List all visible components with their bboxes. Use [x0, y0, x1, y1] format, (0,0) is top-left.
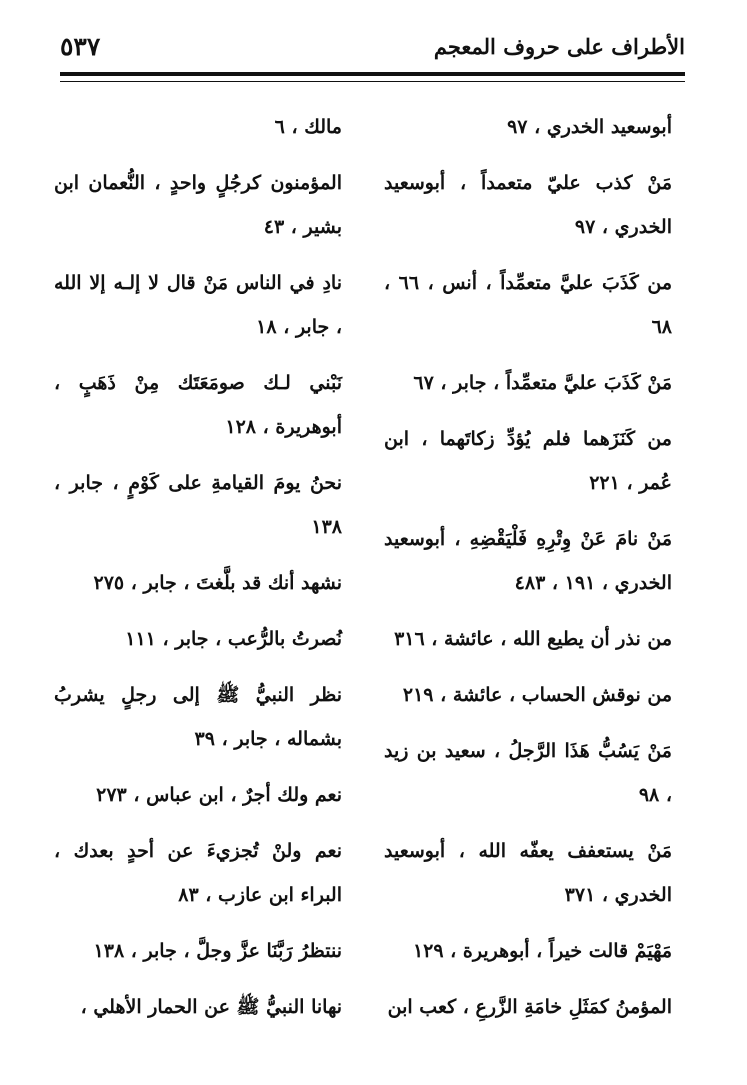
- index-entry: مَنْ كذب عليّ متعمداً ، أبوسعيد الخدري ، ٩٧: [384, 172, 672, 238]
- left-column: [54, 105, 342, 1041]
- running-title: الأطراف على حروف المعجم: [433, 34, 685, 59]
- index-entry: مَنْ يستعفف يعفّه الله ، أبوسعيد الخدري ، ٣٧١: [384, 840, 672, 906]
- index-entry: من كَنَزَهما فلم يُؤدِّ زكاتَهما ، ابن عُمر ، ٢٢١: [384, 428, 672, 494]
- index-entry: نَبْني لـك صومَعَتَك مِنْ ذَهَبٍ ، أبوهريرة ، ١٢٨: [54, 372, 342, 438]
- index-entry: نحنُ يومَ القيامةِ على كَوْمٍ ، جابر ، ١٣٨: [54, 472, 342, 538]
- index-entry: من نوقش الحساب ، عائشة ، ٢١٩: [402, 684, 672, 706]
- index-entry: نشهد أنك قد بلَّغتَ ، جابر ، ٢٧٥: [93, 572, 342, 594]
- right-column: [384, 105, 672, 1041]
- index-entry: نعم ولك أجرٌ ، ابن عباس ، ٢٧٣: [96, 784, 342, 806]
- index-entry: أبوسعيد الخدري ، ٩٧: [507, 116, 672, 138]
- index-entry: مَهْيَمْ قالت خيراً ، أبوهريرة ، ١٢٩: [412, 940, 672, 962]
- index-entry: مَنْ يَسُبُّ هَذَا الرَّجلُ ، سعيد بن زيد ، ٩٨: [384, 740, 672, 806]
- index-entry: من كَذَبَ عليَّ متعمِّداً ، أنس ، ٦٦ ، ٦٨: [384, 272, 672, 338]
- index-entry: نعم ولنْ تُجزيءَ عن أحدٍ بعدك ، البراء ابن عازب ، ٨٣: [54, 840, 342, 906]
- index-entry: مالك ، ٦: [274, 116, 342, 138]
- page-number: ٥٣٧: [60, 32, 101, 61]
- index-entry: نُصرتُ بالرُّعب ، جابر ، ١١١: [125, 628, 342, 650]
- index-entry: ننتظرُ رَبَّنَا عزَّ وجلَّ ، جابر ، ١٣٨: [93, 940, 342, 962]
- index-entry: المؤمنُ كمَثَلِ خامَةِ الزَّرعِ ، كعب ابن: [387, 996, 672, 1018]
- header-rule-thick: [60, 72, 685, 76]
- index-entry: نهانا النبيُّ ﷺ عن الحمار الأهلي ،: [80, 996, 342, 1018]
- index-entry: من نذر أن يطيع الله ، عائشة ، ٣١٦: [394, 628, 672, 650]
- index-entry: مَنْ نامَ عَنْ وِتْرِهِ فَلْيَقْضِهِ ، أبوسعيد الخدري ، ١٩١ ، ٤٨٣: [384, 528, 672, 594]
- index-entry: نادِ في الناس مَنْ قال لا إلـه إلا الله ، جابر ، ١٨: [54, 272, 342, 338]
- page-header: [60, 28, 685, 68]
- index-entry: المؤمنون كرجُلٍ واحدٍ ، النُّعمان ابن بشير ، ٤٣: [54, 172, 342, 238]
- index-entry: نظر النبيُّ ﷺ إلى رجلٍ يشربُ بشماله ، جابر ، ٣٩: [54, 684, 342, 750]
- index-entry: مَنْ كَذَبَ عليَّ متعمِّداً ، جابر ، ٦٧: [413, 372, 672, 394]
- header-rule-thin: [60, 81, 685, 82]
